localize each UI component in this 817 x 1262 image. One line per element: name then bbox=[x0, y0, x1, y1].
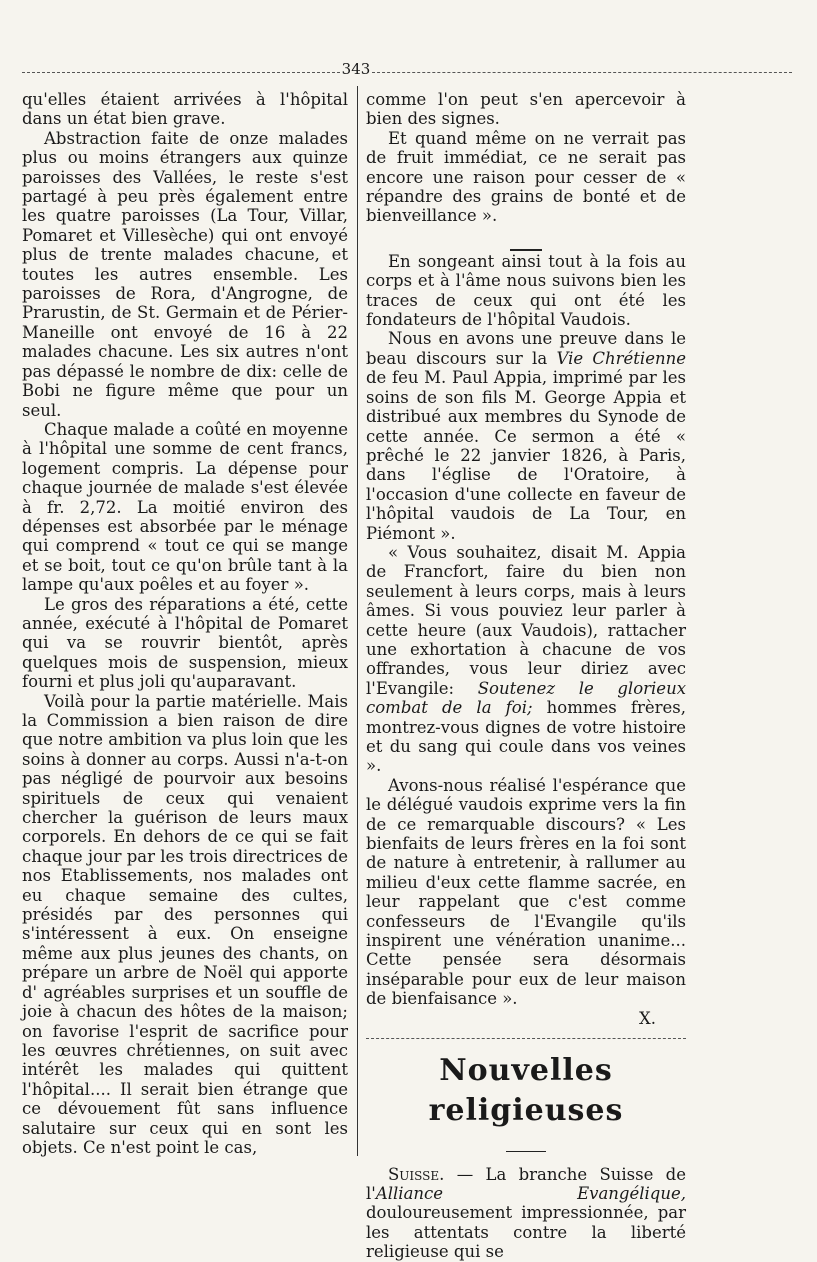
header-rule-right bbox=[372, 72, 792, 73]
paragraph: Voilà pour la partie matérielle. Mais la Commission a bien raison de dire que notre ambition va plus loin que les soins à donner au corps. Aussi n'a-t-on pas négligé de pourvoir aux besoins spirituels de ceux qui venaient chercher la guérison de leurs maux corporels. En dehors de ce qui se fait chaque jour par les trois directrices de nos Etablissements, nos malades ont eu chaque semaine des cultes, présidés par des personnes qui s'intéressent à eux. On enseigne même aux plus jeunes des chants, on prépare un arbre de Noël qui apporte d' agréables surprises et un souffle de joie à chacun des hôtes de la maison; on favorise l'esprit de sacrifice pour les œuvres chrétiennes, on suit avec intérêt les malades qui quittent l'hôpital.... Il serait bien étrange que ce dévouement fût sans influence salutaire sur ceux qui en sont les objets. Ce n'est point le cas, bbox=[22, 691, 349, 1157]
news-label: Suisse. bbox=[388, 1164, 445, 1184]
text-run: de feu M. Paul Appia, imprimé par les soins de son fils M. George Appia et distribué aux membres du Synode de cette année. Ce sermon a été « prêché le 22 janvier 1826, à Paris, dans l'église de l'Oratoire, à l'occasion d'une collecte en faveur de l'hôpital vaudois de La Tour, en Piémont ». bbox=[366, 368, 686, 543]
paragraph: qu'elles étaient arrivées à l'hôpital dans un état bien grave. bbox=[22, 90, 348, 129]
text-run: hommes frères, montrez-vous dignes de votre histoire et du sang qui coule dans vos veines ». bbox=[366, 698, 687, 776]
section-rule bbox=[366, 1038, 686, 1039]
text-run: douloureusement impressionnée, par les attentats contre la liberté religieuse qui se bbox=[366, 1203, 686, 1262]
italic-name: Alliance Evangélique, bbox=[375, 1183, 686, 1203]
left-column bbox=[22, 90, 348, 1157]
page-number: 343 bbox=[341, 60, 371, 78]
separator-dash bbox=[366, 236, 686, 244]
text-run: « Vous souhaitez, disait M. Appia de Francfort, faire du bien non seulement à leurs corps, mais à leurs âmes. Si vous pouviez leur parler à cette heure (aux Vaudois), rattacher une exhortation à chacune de vos offrandes, vous leur diriez avec l'Evangile: bbox=[366, 542, 686, 698]
right-column bbox=[366, 90, 686, 1262]
paragraph: Avons-nous réalisé l'espérance que le délégué vaudois exprime vers la fin de ce remarquable discours? « Les bienfaits de leurs frères en la foi sont de nature à entretenir, à rallumer au milieu d'eux cette flamme sacrée, en leur rappelant que c'est comme confesseurs de l'Evangile qu'ils inspirent une vénération unanime... Cette pensée sera désormais inséparable pour eux de leur maison de bienfaisance ». bbox=[366, 775, 686, 1009]
text-run: Nous en avons une preuve dans le beau discours sur la bbox=[366, 329, 686, 368]
paragraph: En songeant ainsi tout à la fois au corps et à l'âme nous suivons bien les traces de ceux qui ont été les fondateurs de l'hôpital Vaudois. bbox=[366, 251, 686, 330]
paragraph: Abstraction faite de onze malades plus ou moins étrangers aux quinze paroisses des Vallées, le reste s'est partagé à peu près également entre les quatre paroisses (La Tour, Villar, Pomaret et Villesèche) qui ont envoyé plus de trente malades chacune, et toutes les autres ensemble. Les paroisses de Rora, d'Angrogne, de Prarustin, de St. Germain et de Périer-Maneille ont envoyé de 16 à 22 malades chacune. Les six autres n'ont pas dépassé le nombre de dix: celle de Bobi ne figure même que pour un seul. bbox=[22, 128, 348, 420]
paragraph: Chaque malade a coûté en moyenne à l'hôpital une somme de cent francs, logement compris. La dépense pour chaque journée de malade s'est élevée à fr. 2,72. La moitié environ des dépenses est absorbée par le ménage qui comprend « tout ce qui se mange et se boit, tout ce qu'on brûle tant à la lampe qu'aux poêles et au foyer ». bbox=[22, 419, 348, 595]
signature: X. bbox=[639, 1008, 656, 1028]
header-rule-left bbox=[22, 72, 340, 73]
paragraph: comme l'on peut s'en apercevoir à bien des signes. bbox=[366, 90, 686, 129]
section-title: Nouvelles religieuses bbox=[428, 1053, 624, 1129]
paragraph bbox=[366, 543, 686, 776]
italic-quote: Soutenez le glorieux combat de la foi; bbox=[366, 678, 686, 718]
paragraph bbox=[366, 1165, 686, 1262]
paragraph: Le gros des réparations a été, cette année, exécuté à l'hôpital de Pomaret qui va se rouvrir bientôt, après quelques mois de suspension, mieux fourni et plus joli qu'auparavant. bbox=[22, 594, 348, 692]
italic-title: Vie Chrétienne bbox=[556, 348, 686, 368]
paragraph bbox=[366, 329, 686, 542]
paragraph: Et quand même on ne verrait pas de fruit immédiat, ce ne serait pas encore une raison pour cesser de « répandre des grains de bonté et de bienveillance ». bbox=[366, 128, 686, 226]
title-dash bbox=[366, 1137, 686, 1156]
text-run: — La branche Suisse de l' bbox=[366, 1164, 686, 1203]
column-divider bbox=[357, 86, 358, 1156]
